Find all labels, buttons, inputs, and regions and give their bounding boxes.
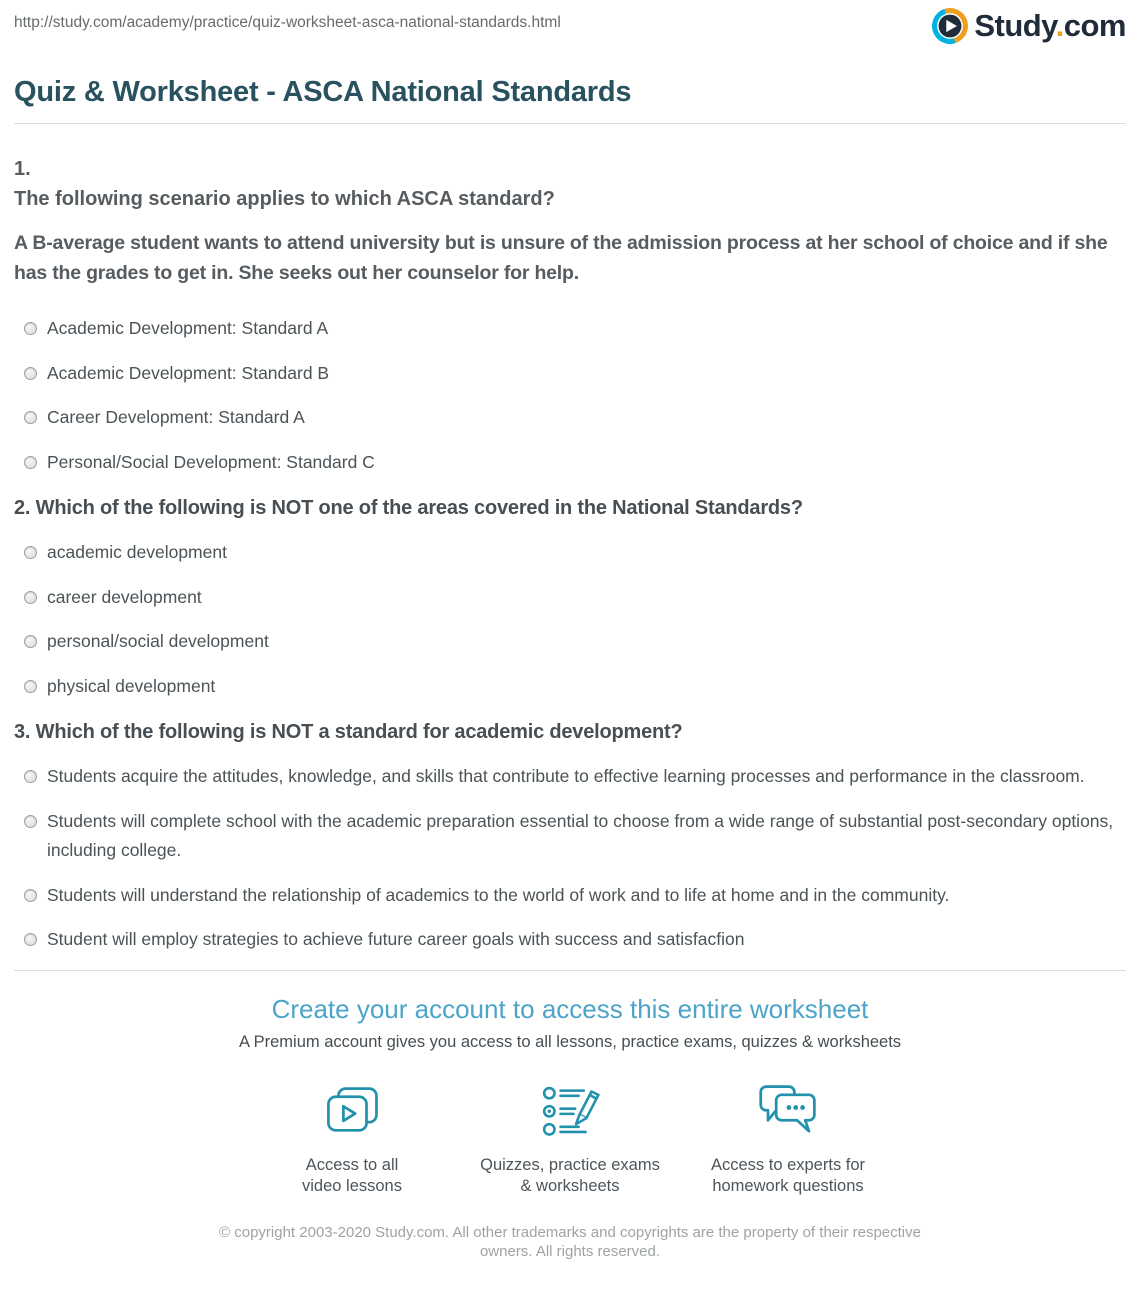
video-lessons-icon <box>248 1081 456 1143</box>
cta-divider <box>14 970 1126 971</box>
answer-option[interactable] <box>14 881 1126 911</box>
answer-option-label: Students acquire the attitudes, knowledge, and skills that contribute to effective learning processes and performance in the classroom. <box>47 766 1085 786</box>
homework-experts-icon <box>684 1081 892 1143</box>
radio-button[interactable] <box>24 546 37 559</box>
question-1 <box>14 154 1126 477</box>
answer-option[interactable] <box>14 672 1126 702</box>
page-url: http://study.com/academy/practice/quiz-worksheet-asca-national-standards.html <box>14 14 561 31</box>
radio-button[interactable] <box>24 770 37 783</box>
feature-label: Access to experts for homework questions <box>710 1155 866 1195</box>
radio-button[interactable] <box>24 680 37 693</box>
answer-option[interactable] <box>14 403 1126 433</box>
answer-option[interactable] <box>14 583 1126 613</box>
answer-option[interactable] <box>14 538 1126 568</box>
studycom-logo-icon <box>932 8 968 44</box>
page-title: Quiz & Worksheet - ASCA National Standards <box>14 76 632 108</box>
feature-label: Quizzes, practice exams & worksheets <box>480 1155 660 1195</box>
feature-label: Access to all video lessons <box>302 1155 402 1195</box>
answer-option-label: Career Development: Standard A <box>47 407 305 427</box>
answer-option[interactable] <box>14 807 1126 866</box>
question-scenario: A B-average student wants to attend university but is unsure of the admission process at her school of choice and if she has the grades to get in. She seeks out her counselor for help. <box>14 232 1108 284</box>
feature-video-lessons <box>248 1081 456 1197</box>
answer-option-label: Academic Development: Standard B <box>47 362 330 383</box>
radio-button[interactable] <box>24 889 37 902</box>
studycom-logo-text: Study.com <box>974 8 1126 43</box>
answer-option[interactable] <box>14 314 1126 344</box>
feature-quizzes-worksheets <box>466 1081 674 1197</box>
cta-title: Create your account to access this entire worksheet <box>271 993 869 1024</box>
studycom-logo[interactable] <box>932 8 1126 44</box>
copyright-notice: © copyright 2003-2020 Study.com. All other trademarks and copyrights are the property of their respective owners. All rights reserved. <box>219 1223 921 1260</box>
feature-list <box>14 1081 1126 1197</box>
question-3 <box>14 717 1126 955</box>
feature-homework-experts <box>684 1081 892 1197</box>
radio-button[interactable] <box>24 591 37 604</box>
answer-options <box>14 762 1126 955</box>
answer-options <box>14 538 1126 701</box>
quizzes-worksheets-icon <box>466 1081 674 1143</box>
radio-button[interactable] <box>24 367 37 380</box>
question-prompt: The following scenario applies to which ASCA standard? <box>14 188 555 210</box>
cta-section <box>14 993 1126 1197</box>
answer-option-label: personal/social development <box>47 631 269 651</box>
answer-option-label: Academic Development: Standard A <box>47 318 329 338</box>
cta-subtitle: A Premium account gives you access to all lessons, practice exams, quizzes & worksheets <box>238 1032 902 1051</box>
radio-button[interactable] <box>24 933 37 946</box>
answer-option-label: Students will understand the relationship of academics to the world of work and to life at home and in the community. <box>47 884 950 905</box>
answer-option-label: Students will complete school with the academic preparation essential to choose from a wide range of substantial post-secondary options, including college. <box>47 810 1114 860</box>
question-prompt: 2. Which of the following is NOT one of the areas covered in the National Standards? <box>14 497 803 519</box>
answer-option-label: Student will employ strategies to achieve future career goals with success and satisfacfion <box>47 929 745 949</box>
answer-option[interactable] <box>14 359 1126 389</box>
question-2 <box>14 493 1126 701</box>
answer-option[interactable] <box>14 925 1126 955</box>
answer-option[interactable] <box>14 762 1126 792</box>
answer-options <box>14 314 1126 477</box>
radio-button[interactable] <box>24 456 37 469</box>
answer-option-label: Personal/Social Development: Standard C <box>47 451 375 472</box>
question-number: 1. <box>14 158 31 180</box>
title-divider <box>14 123 1126 124</box>
radio-button[interactable] <box>24 322 37 335</box>
radio-button[interactable] <box>24 635 37 648</box>
question-prompt: 3. Which of the following is NOT a standard for academic development? <box>14 721 683 743</box>
radio-button[interactable] <box>24 815 37 828</box>
page-header <box>14 0 1126 44</box>
answer-option-label: career development <box>47 586 202 607</box>
answer-option-label: academic development <box>47 542 227 562</box>
answer-option[interactable] <box>14 448 1126 478</box>
radio-button[interactable] <box>24 411 37 424</box>
answer-option-label: physical development <box>47 675 216 696</box>
answer-option[interactable] <box>14 627 1126 657</box>
